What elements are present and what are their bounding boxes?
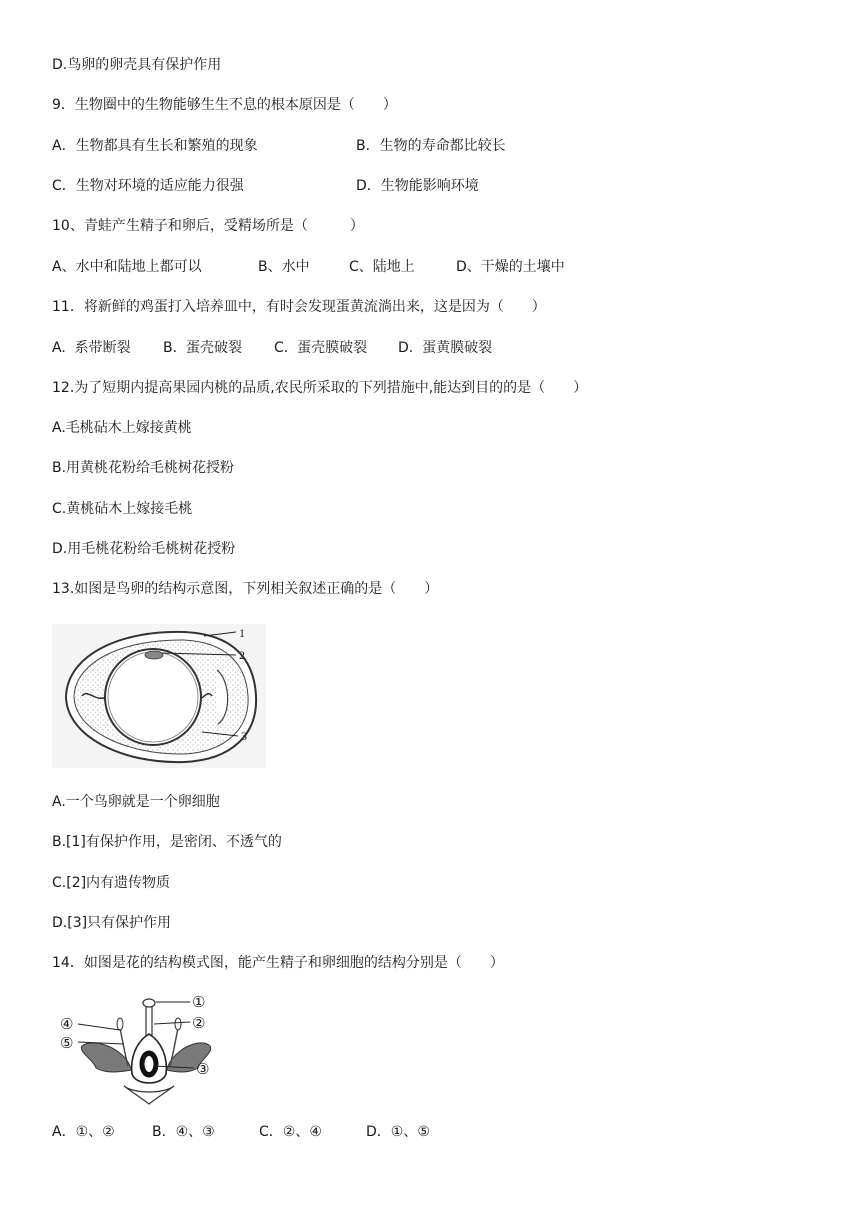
question-13-option-c: C.[2]内有遗传物质 (52, 875, 171, 891)
question-14-option-d: D．①、⑤ (366, 1124, 430, 1140)
question-14-option-a: A．①、② (52, 1124, 115, 1140)
question-12-option-c: C.黄桃砧木上嫁接毛桃 (52, 501, 193, 517)
question-11-option-c: C. 蛋壳膜破裂 (274, 340, 368, 356)
question-10-option-b: B、水中 (258, 259, 310, 275)
flower-label-2: ② (192, 1014, 206, 1032)
question-13-option-a: A.一个鸟卵就是一个卵细胞 (52, 794, 220, 810)
egg-label-2: 2 (239, 648, 245, 662)
question-9-option-c: C．生物对环境的适应能力很强 (52, 178, 244, 194)
question-12-option-d: D.用毛桃花粉给毛桃树花授粉 (52, 541, 236, 557)
question-11-option-a: A. 系带断裂 (52, 340, 131, 356)
flower-label-4: ④ (60, 1015, 74, 1033)
flower-label-5: ⑤ (60, 1034, 74, 1052)
germinal-disc-shape (145, 651, 163, 659)
stigma-shape (143, 999, 155, 1007)
question-13-option-b: B.[1]有保护作用，是密闭、不透气的 (52, 834, 282, 850)
yolk-shape (105, 649, 201, 745)
question-10-stem: 10、青蛙产生精子和卵后，受精场所是（ ） (52, 218, 364, 234)
question-9-option-d: D．生物能影响环境 (356, 178, 479, 194)
question-13-option-d: D.[3]只有保护作用 (52, 915, 172, 931)
question-11-option-b: B. 蛋壳破裂 (163, 340, 242, 356)
flower-label-3: ③ (196, 1060, 210, 1078)
question-10-option-d: D、干燥的土壤中 (456, 259, 565, 275)
question-14-stem: 14．如图是花的结构模式图，能产生精子和卵细胞的结构分别是（ ） (52, 955, 504, 971)
question-14-option-b: B．④、③ (152, 1124, 215, 1140)
question-13-stem: 13.如图是鸟卵的结构示意图，下列相关叙述正确的是（ ） (52, 581, 439, 597)
question-10-option-c: C、陆地上 (349, 259, 415, 275)
egg-label-3: 3 (241, 729, 247, 743)
question-10-option-a: A、水中和陆地上都可以 (52, 259, 202, 275)
bird-egg-diagram (52, 624, 266, 768)
question-11-option-d: D. 蛋黄膜破裂 (398, 340, 493, 356)
q8-option-d: D.鸟卵的卵壳具有保护作用 (52, 57, 222, 73)
question-12-option-a: A.毛桃砧木上嫁接黄桃 (52, 420, 192, 436)
question-9-option-b: B．生物的寿命都比较长 (356, 138, 506, 154)
egg-label-1: 1 (239, 626, 245, 640)
flower-label-1: ① (192, 993, 206, 1011)
question-12-option-b: B.用黄桃花粉给毛桃树花授粉 (52, 460, 235, 476)
question-9-option-a: A．生物都具有生长和繁殖的现象 (52, 138, 258, 154)
question-11-stem: 11．将新鲜的鸡蛋打入培养皿中，有时会发现蛋黄流淌出来，这是因为（ ） (52, 299, 546, 315)
question-12-stem: 12.为了短期内提高果园内桃的品质,农民所采取的下列措施中,能达到目的的是（ ） (52, 380, 588, 396)
flower-structure-diagram (58, 990, 220, 1108)
question-14-option-c: C．②、④ (259, 1124, 322, 1140)
question-9-stem: 9．生物圈中的生物能够生生不息的根本原因是（ ） (52, 97, 397, 113)
embryo-sac-shape (145, 1056, 154, 1072)
